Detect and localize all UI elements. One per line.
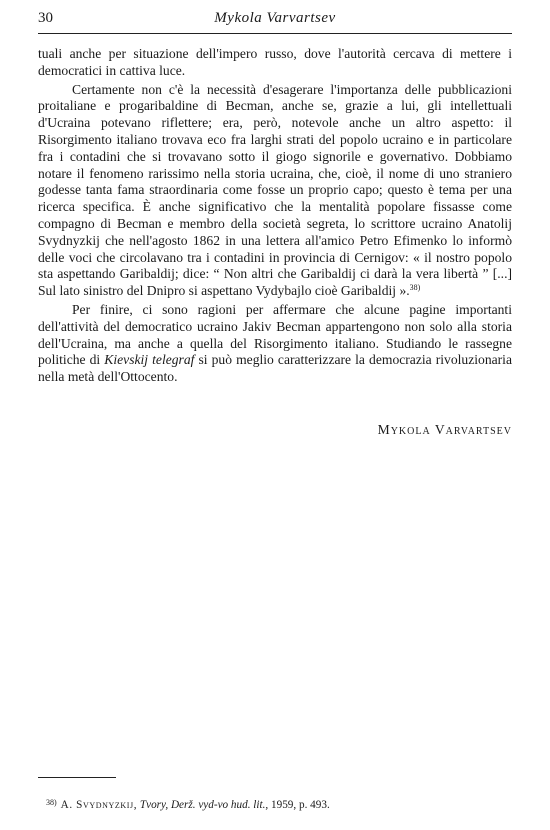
page-number: 30 (38, 10, 53, 26)
paragraph-1-text: tuali anche per situazione dell'impero russo, dove l'autorità cercava di mettere i democratici in cattiva luce. (38, 46, 512, 78)
footnote-reference: 38) (409, 283, 421, 293)
paragraph-2 (38, 82, 512, 300)
body-text (38, 46, 512, 386)
journal-title: Kievskij telegraf (104, 352, 195, 368)
paragraph-2-text: Certamente non c'è la necessità d'esagerare l'importanza delle pubblicazioni proitaliane e progaribaldine di Becman, anche se, grazie a lui, gli intellettuali d'Ucraina potevano riflettere; era, però, notevole anche un altro aspetto: il Risorgimento italiano trovava eco fra larghi strati del popolo ucraino e in particolare fra i contadini che si trovavano sotto il giogo signorile e governativo. Dobbiamo notare il fenomeno rarissimo nella storia ucraina, che, cioè, il nome di uno straniero godesse tanta fama straordinaria come fosse un proprio capo; questo è tema per una ricerca specifica. È anche significativo che la mentalità popolare fissasse come compagno di Becman e membro della società segreta, lo scrittore ucraino Anatolij Svydnyzkij che nell'agosto 1862 in una lettera all'amico Petro Efimenko lo informò delle voci che circolavano tra i contadini in provincia di Cernigov: « il nostro popolo sta aspettando Garibaldij; dice: “ Non altri che Garibaldij ci darà la vera libertà ” [...] Sul lato sinistro del Dnipro si aspettano Vydybajlo cioè Garibaldij ». (38, 81, 512, 299)
footnote-number: 38) (46, 798, 57, 807)
footnote (46, 796, 512, 812)
footnote-title: Tvory, Derž. vyd-vo hud. lit., (139, 799, 269, 811)
running-head: Mykola Varvartsev (214, 10, 336, 26)
paragraph-1 (38, 46, 512, 80)
footnote-rule (38, 777, 116, 778)
footnote-author: A. Svydnyzkij, (60, 799, 138, 811)
author-signature: Mykola Varvartsev (377, 422, 512, 437)
paragraph-3-text-a: Per finire, ci sono ragioni per affermare che alcune pagine importanti dell'attività del democratico ucraino Jakiv Becman appartengono non solo alla storia dell'Ucraina, ma anche a quella del Risorgimento italiano. Studiando le rassegne politiche di (38, 301, 512, 368)
paragraph-3-text-b: si può meglio caratterizzare la democrazia rivoluzionaria nella metà dell'Ottocento. (38, 352, 512, 385)
paragraph-3 (38, 302, 512, 386)
footnote-details: 1959, p. 493. (268, 799, 330, 811)
header-rule (38, 33, 512, 34)
page-header (38, 10, 512, 32)
